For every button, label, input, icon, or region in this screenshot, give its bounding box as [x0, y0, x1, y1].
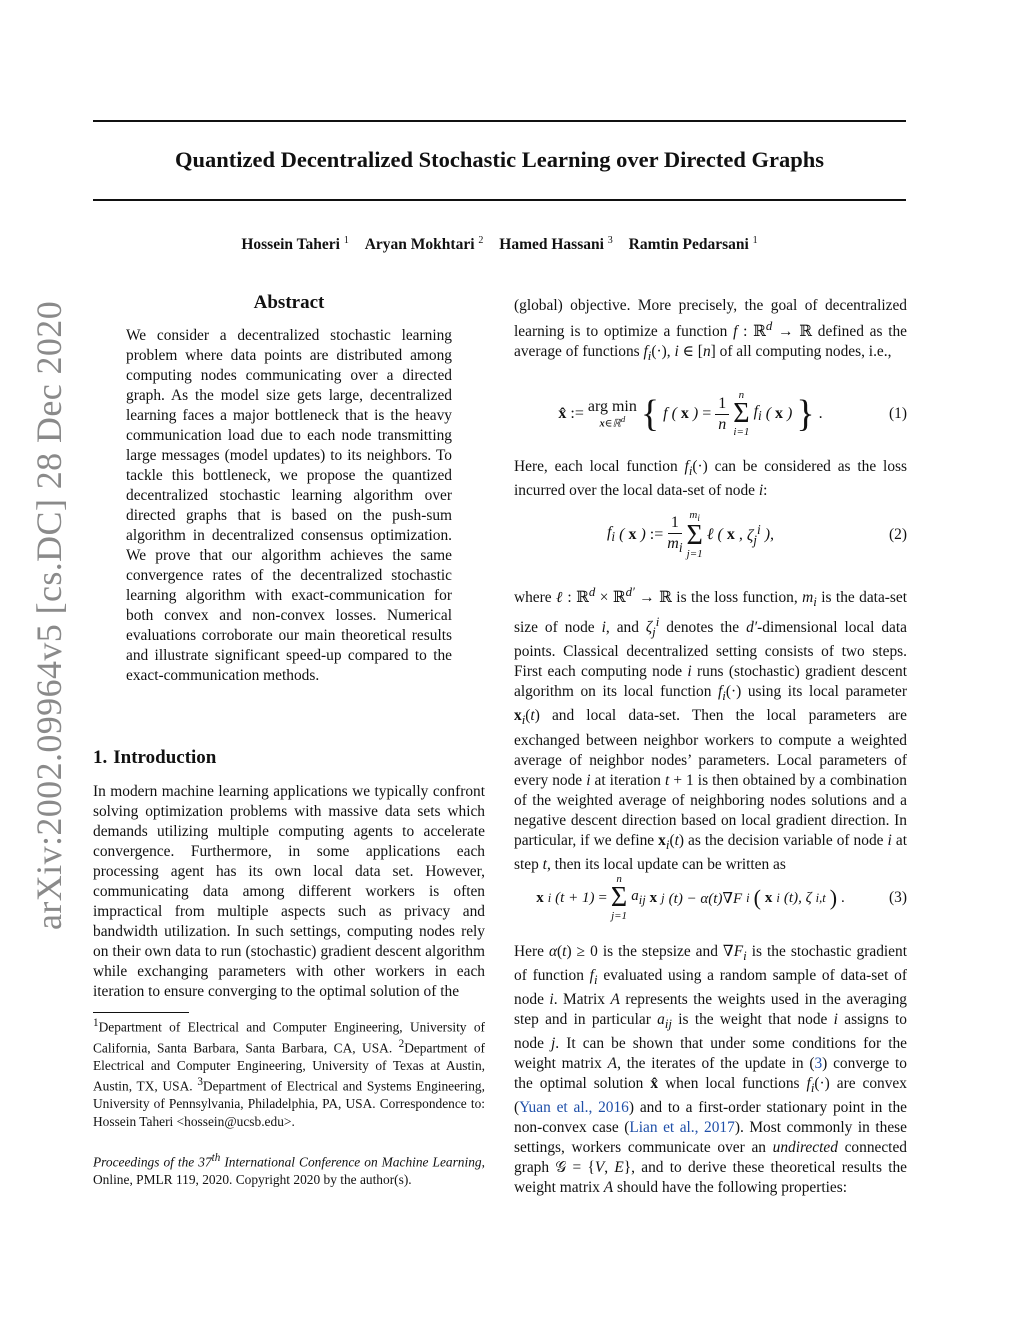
paper-title: Quantized Decentralized Stochastic Learning over Directed Graphs [174, 147, 825, 172]
citation-link[interactable]: Lian et al., 2017 [629, 1119, 735, 1137]
right-paragraph-3: where ℓ : ℝ$^d$ × ℝ$^{d'}$ → ℝ is the loss function, $m_i$ is the data-set size of node i, and $\zeta_j^i$ denotes the d′-dimensional local data points. Classical decentralized setting consists of two steps. First each computing node i runs (stochastic) gradient descent algorithm on its local function $f_i(\cdot)$ using its local parameter $x_i(t)$ and local data-set. Then the local parameters are exchanged between neighbor workers to compute a weighted average of neighbor nodes’ parameters. Local parameters of every node i at iteration t + 1 is then obtained by a combination of the weighted average of neighboring nodes solutions and a negative descent direction based on local gradient direction. In particular, if we define $x_i(t)$ as the decision variable of node i at step t, then its local update can be written as [514, 585, 907, 873]
equation-number: (3) [889, 889, 907, 906]
author: Ramtin Pedarsani $^1$ [628, 235, 758, 254]
arxiv-stamp: arXiv:2002.09964v5 [cs.DC] 28 Dec 2020 [29, 300, 69, 930]
proceedings-note: Proceedings of the 37th International Conference on Machine Learning, Online, PMLR 119, 2020. Copyright 2020 by the author(s). [93, 1152, 485, 1187]
equation-number: (2) [889, 526, 907, 543]
author: Hossein Taheri $^1$ [241, 235, 349, 254]
right-paragraph-1: (global) objective. More precisely, the goal of decentralized learning is to optimize a function f : ℝ$^d$ → ℝ defined as the average of functions $f_i(\cdot)$, i ∈ [n] of all computing nodes, i.e., [514, 297, 908, 364]
right-paragraph-4: Here α(t) ≥ 0 is the stepsize and $\nabla F_i$ is the stochastic gradient of function $f_i$ evaluated using a random sample of data-set of node i. Matrix A represents the weights used in the averaging step and in particular $a_{ij}$ is the weight that node i assigns to node j. It can be shown that under some conditions for the weight matrix A, the iterates of the update in (3) converge to the optimal solution x̂ when local functions $f_i(\cdot)$ are convex (Yuan et al., 2016) and to a first-order stationary point in the non-convex case (Lian et al., 2017). Most commonly in these settings, workers communicate over an undirected connected graph 𝒢 = {V, E}, and to derive these theoretical results the weight matrix A should have the following properties: [514, 943, 907, 1197]
equation-1: x̂ := arg min x∈ℝ$^d$ { f ( x ) = $\frac{1}{n}$ n Σ i=1 $f_i$ ( x ) } . (1) [558, 389, 907, 438]
author-list [93, 235, 906, 254]
title-top-rule [93, 120, 906, 122]
affiliation-footnotes: $^1$Department of Electrical and Computer Engineering, University of California, Santa Barbara, Santa Barbara, CA, USA. $^2$Department of Electrical and Computer Engineering, University of Texas at Austin, Austin, TX, USA. $^3$Department of Electrical and Systems Engineering, University of Pennsylvania, Philadelphia, PA, USA. Correspondence to: Hossein Taheri <hossein@ucsb.edu>. [93, 1017, 485, 1129]
abstract-text: We consider a decentralized stochastic learning problem where data points are distributed among computing nodes communicating over a directed graph. As the model size gets large, decentralized learning faces a major bottleneck that is the heavy communication load due to each node transmitting large messages (model updates) to its neighbors. To tackle this bottleneck, we propose the quantized decentralized stochastic learning algorithm over directed graphs that is based on the push-sum algorithm in decentralized consensus optimization. We prove that our algorithm achieves the same convergence rates of the decentralized stochastic learning algorithm with exact-communication for both convex and non-convex losses. Numerical evaluations corroborate our main theoretical results and illustrate significant speed-up compared to the exact-communication methods. [126, 327, 452, 684]
author: Hamed Hassani $^3$ [499, 235, 613, 254]
abstract-heading: Abstract [253, 292, 325, 313]
equation-number: (1) [889, 405, 907, 422]
equation-3: x i (t + 1) = n Σ j=1 $a_{ij}$ x j (t) − α(t)∇F i ( x i (t), ζ i,t ) . (3) [536, 873, 907, 922]
intro-text: In modern machine learning applications we typically confront solving optimization problems with massive data sets which demands utilizing multiple computing agents to accelerate convergence. Furthermore, in some applications each processing agent has its own local data set. However, communicating data among different workers is often impractical from multiple aspects such as privacy and bandwidth utilization. In such settings, computing nodes rely on their own data to run (stochastic) gradient descent algorithm while exchanging parameters with other workers in each iteration to ensure converging to the optimal solution of the [93, 783, 485, 1000]
equation-2: $f_i$ ( x ) := $\frac{1}{m_i}$ $m_i$ Σ j=1 ℓ ( x , $\zeta_j^i$ ), (2) [606, 508, 907, 561]
footnote-rule [93, 1012, 189, 1013]
intro-heading: 1. Introduction [93, 747, 217, 768]
title-bottom-rule [93, 199, 906, 201]
equation-ref-link[interactable]: 3 [814, 1055, 823, 1073]
author: Aryan Mokhtari $^2$ [364, 235, 484, 254]
right-paragraph-2: Here, each local function $f_i(\cdot)$ can be considered as the loss incurred over the local data-set of node i: [514, 458, 907, 500]
citation-link[interactable]: Yuan et al., 2016 [519, 1099, 629, 1117]
